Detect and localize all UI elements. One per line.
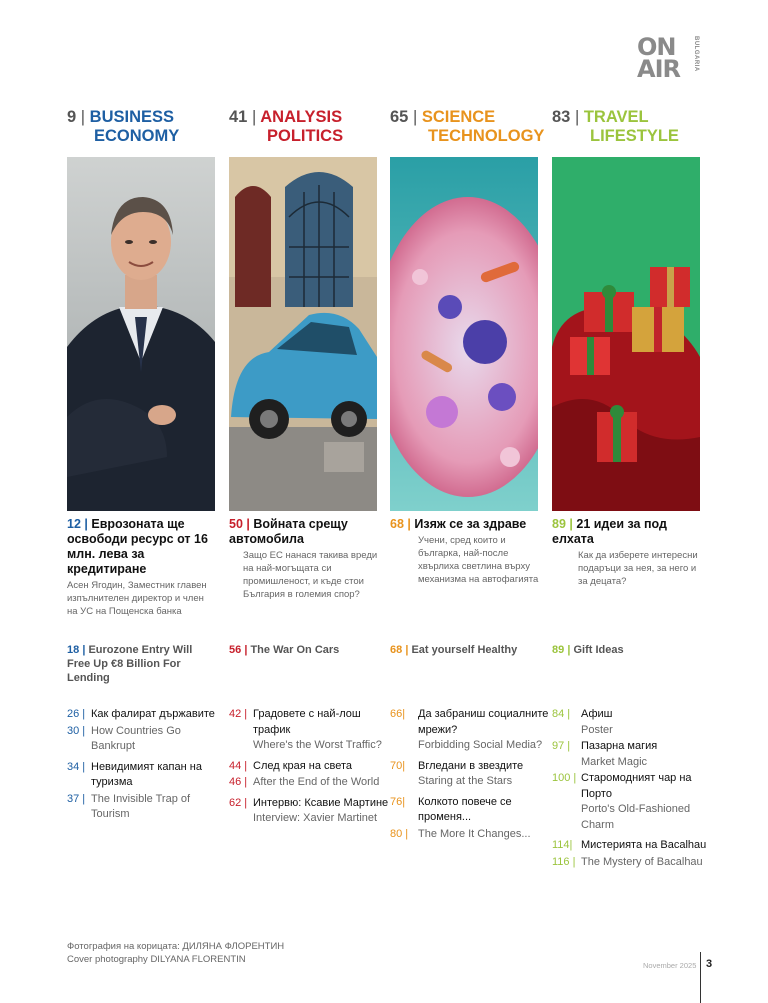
toc-item[interactable]: 100 | Старомодният чар на Порто Porto's Old-Fashioned Charm — [552, 772, 692, 831]
feature-page: 68 — [390, 517, 404, 531]
feature-title: Войната срещу автомобила — [229, 517, 348, 546]
english-story[interactable]: 68 | Eat yourself Healthy — [390, 644, 518, 656]
toc-item[interactable]: 76| Колкото повече се променя... — [390, 795, 512, 823]
section-title-2: POLITICS — [267, 127, 344, 145]
english-title: Gift Ideas — [573, 644, 624, 656]
section-heading[interactable]: 65 | SCIENCE TECHNOLOGY — [390, 108, 550, 146]
english-title: Eurozone Entry Will Free Up €8 Billion For Lending — [67, 644, 193, 684]
section-title-1: BUSINESS — [89, 108, 175, 126]
toc-item[interactable]: 26 | Как фалират държавите — [67, 708, 215, 720]
section-title-2: LIFESTYLE — [590, 127, 679, 145]
feature-desc: Как да изберете интересни подаръци за нея, за него и за децата? — [578, 550, 698, 587]
toc-item[interactable]: 37 | The Invisible Trap of Tourism — [67, 792, 191, 820]
business-photo — [67, 157, 215, 511]
toc-item[interactable]: 46 | After the End of the World — [229, 776, 380, 788]
section-travel — [552, 0, 707, 1003]
section-page: 83 — [552, 108, 571, 126]
toc-list — [552, 707, 712, 871]
toc-item[interactable]: 42 | Градовете с най-лош трафик Where's the Worst Traffic? — [229, 708, 382, 751]
feature-story[interactable]: 68 | Изяж се за здраве Учени, сред които и българка, най-после хвърлиха светлина върху механизма на автофагията — [390, 517, 539, 585]
feature-page: 12 — [67, 517, 81, 531]
toc-item[interactable]: 44 | След края на света — [229, 759, 353, 772]
section-page: 65 — [390, 108, 409, 126]
toc-list — [67, 707, 227, 824]
section-page: 9 — [67, 108, 77, 126]
english-story[interactable]: 89 | Gift Ideas — [552, 644, 624, 656]
toc-list — [390, 707, 550, 843]
section-heading[interactable]: 41 | ANALYSIS POLITICS — [229, 108, 389, 146]
english-story[interactable]: 56 | The War On Cars — [229, 644, 340, 656]
section-title-2: TECHNOLOGY — [428, 127, 545, 145]
feature-title: 21 идеи за под елхата — [552, 517, 667, 546]
section-analysis — [229, 0, 389, 1003]
logo-air: AIR — [637, 55, 680, 83]
toc-item[interactable]: 34 | Невидимият капан на туризма — [67, 760, 202, 788]
cell-photo — [390, 157, 538, 511]
car-photo — [229, 157, 377, 511]
toc-item[interactable]: 62 | Интервю: Ксавие Мартине Interview: Xavier Martinet — [229, 796, 389, 824]
section-heading[interactable]: 83 | TRAVEL LIFESTYLE — [552, 108, 712, 146]
logo-on: ON — [637, 33, 676, 61]
toc-item[interactable]: 114| Мистерията на Bacalhau — [552, 839, 707, 851]
toc-item[interactable]: 66| Да забраниш социалните мрежи? Forbidding Social Media? — [390, 708, 549, 751]
toc-item[interactable]: 116 | The Mystery of Bacalhau — [552, 855, 703, 868]
section-title-1: ANALYSIS — [260, 108, 343, 126]
feature-page: 50 — [229, 517, 243, 531]
english-story[interactable]: 18 | Eurozone Entry Will Free Up €8 Billion For Lending — [67, 644, 193, 684]
feature-desc: Защо ЕС нанася такива вреди на най-могъщата си промишленост, и къде стои България в големия спор? — [243, 550, 378, 600]
section-page: 41 — [229, 108, 248, 126]
section-heading[interactable]: 9 | BUSINESS ECONOMY — [67, 108, 227, 146]
english-title: The War On Cars — [250, 644, 340, 656]
section-title-1: TRAVEL — [583, 108, 649, 126]
feature-story[interactable]: 50 | Войната срещу автомобила Защо ЕС нанася такива вреди на най-могъщата си промишленост, и къде стои България в големия спор? — [229, 517, 378, 600]
photo-credit: Фотография на корицата: ДИЛЯНА ФЛОРЕНТИН Cover photography DILYANA FLORENTIN — [67, 941, 285, 965]
feature-desc: Асен Ягодин, Заместник главен изпълнителен директор и член на УС на Пощенска банка — [67, 580, 207, 617]
feature-story[interactable]: 12 | Еврозоната ще освободи ресурс от 16 млн. лева за кредитиране Асен Ягодин, Заместник главен изпълнителен директор и член на УС на Пощенска банка — [67, 517, 217, 618]
toc-item[interactable]: 30 | How Countries Go Bankrupt — [67, 724, 181, 752]
issue-date: November 2025 — [643, 961, 697, 970]
toc-item[interactable]: 70| Вгледани в звездите Staring at the Stars — [390, 759, 524, 787]
section-title-2: ECONOMY — [94, 127, 180, 145]
feature-desc: Учени, сред които и българка, най-после хвърлиха светлина върху механизма на автофагията — [418, 535, 539, 585]
feature-story[interactable]: 89 | 21 идеи за под елхата Как да изберете интересни подаръци за нея, за него и за децата? — [552, 517, 702, 588]
gifts-photo — [552, 157, 700, 511]
english-title: Eat yourself Healthy — [411, 644, 518, 656]
toc-item[interactable]: 84 | Афиш Poster — [552, 708, 613, 736]
toc-item[interactable]: 80 | The More It Changes... — [390, 827, 531, 840]
logo-bulgaria: BULGARIA — [693, 36, 699, 72]
page-number: 3 — [706, 958, 713, 970]
section-science — [390, 0, 549, 1003]
section-business — [67, 0, 217, 1003]
feature-page: 89 — [552, 517, 566, 531]
section-title-1: SCIENCE — [421, 108, 496, 126]
feature-title: Еврозоната ще освободи ресурс от 16 млн. лева за кредитиране — [67, 517, 208, 576]
footer-divider — [700, 952, 701, 1003]
toc-list — [229, 707, 389, 828]
feature-title: Изяж се за здраве — [414, 517, 527, 531]
toc-item[interactable]: 97 | Пазарна магия Market Magic — [552, 740, 658, 768]
